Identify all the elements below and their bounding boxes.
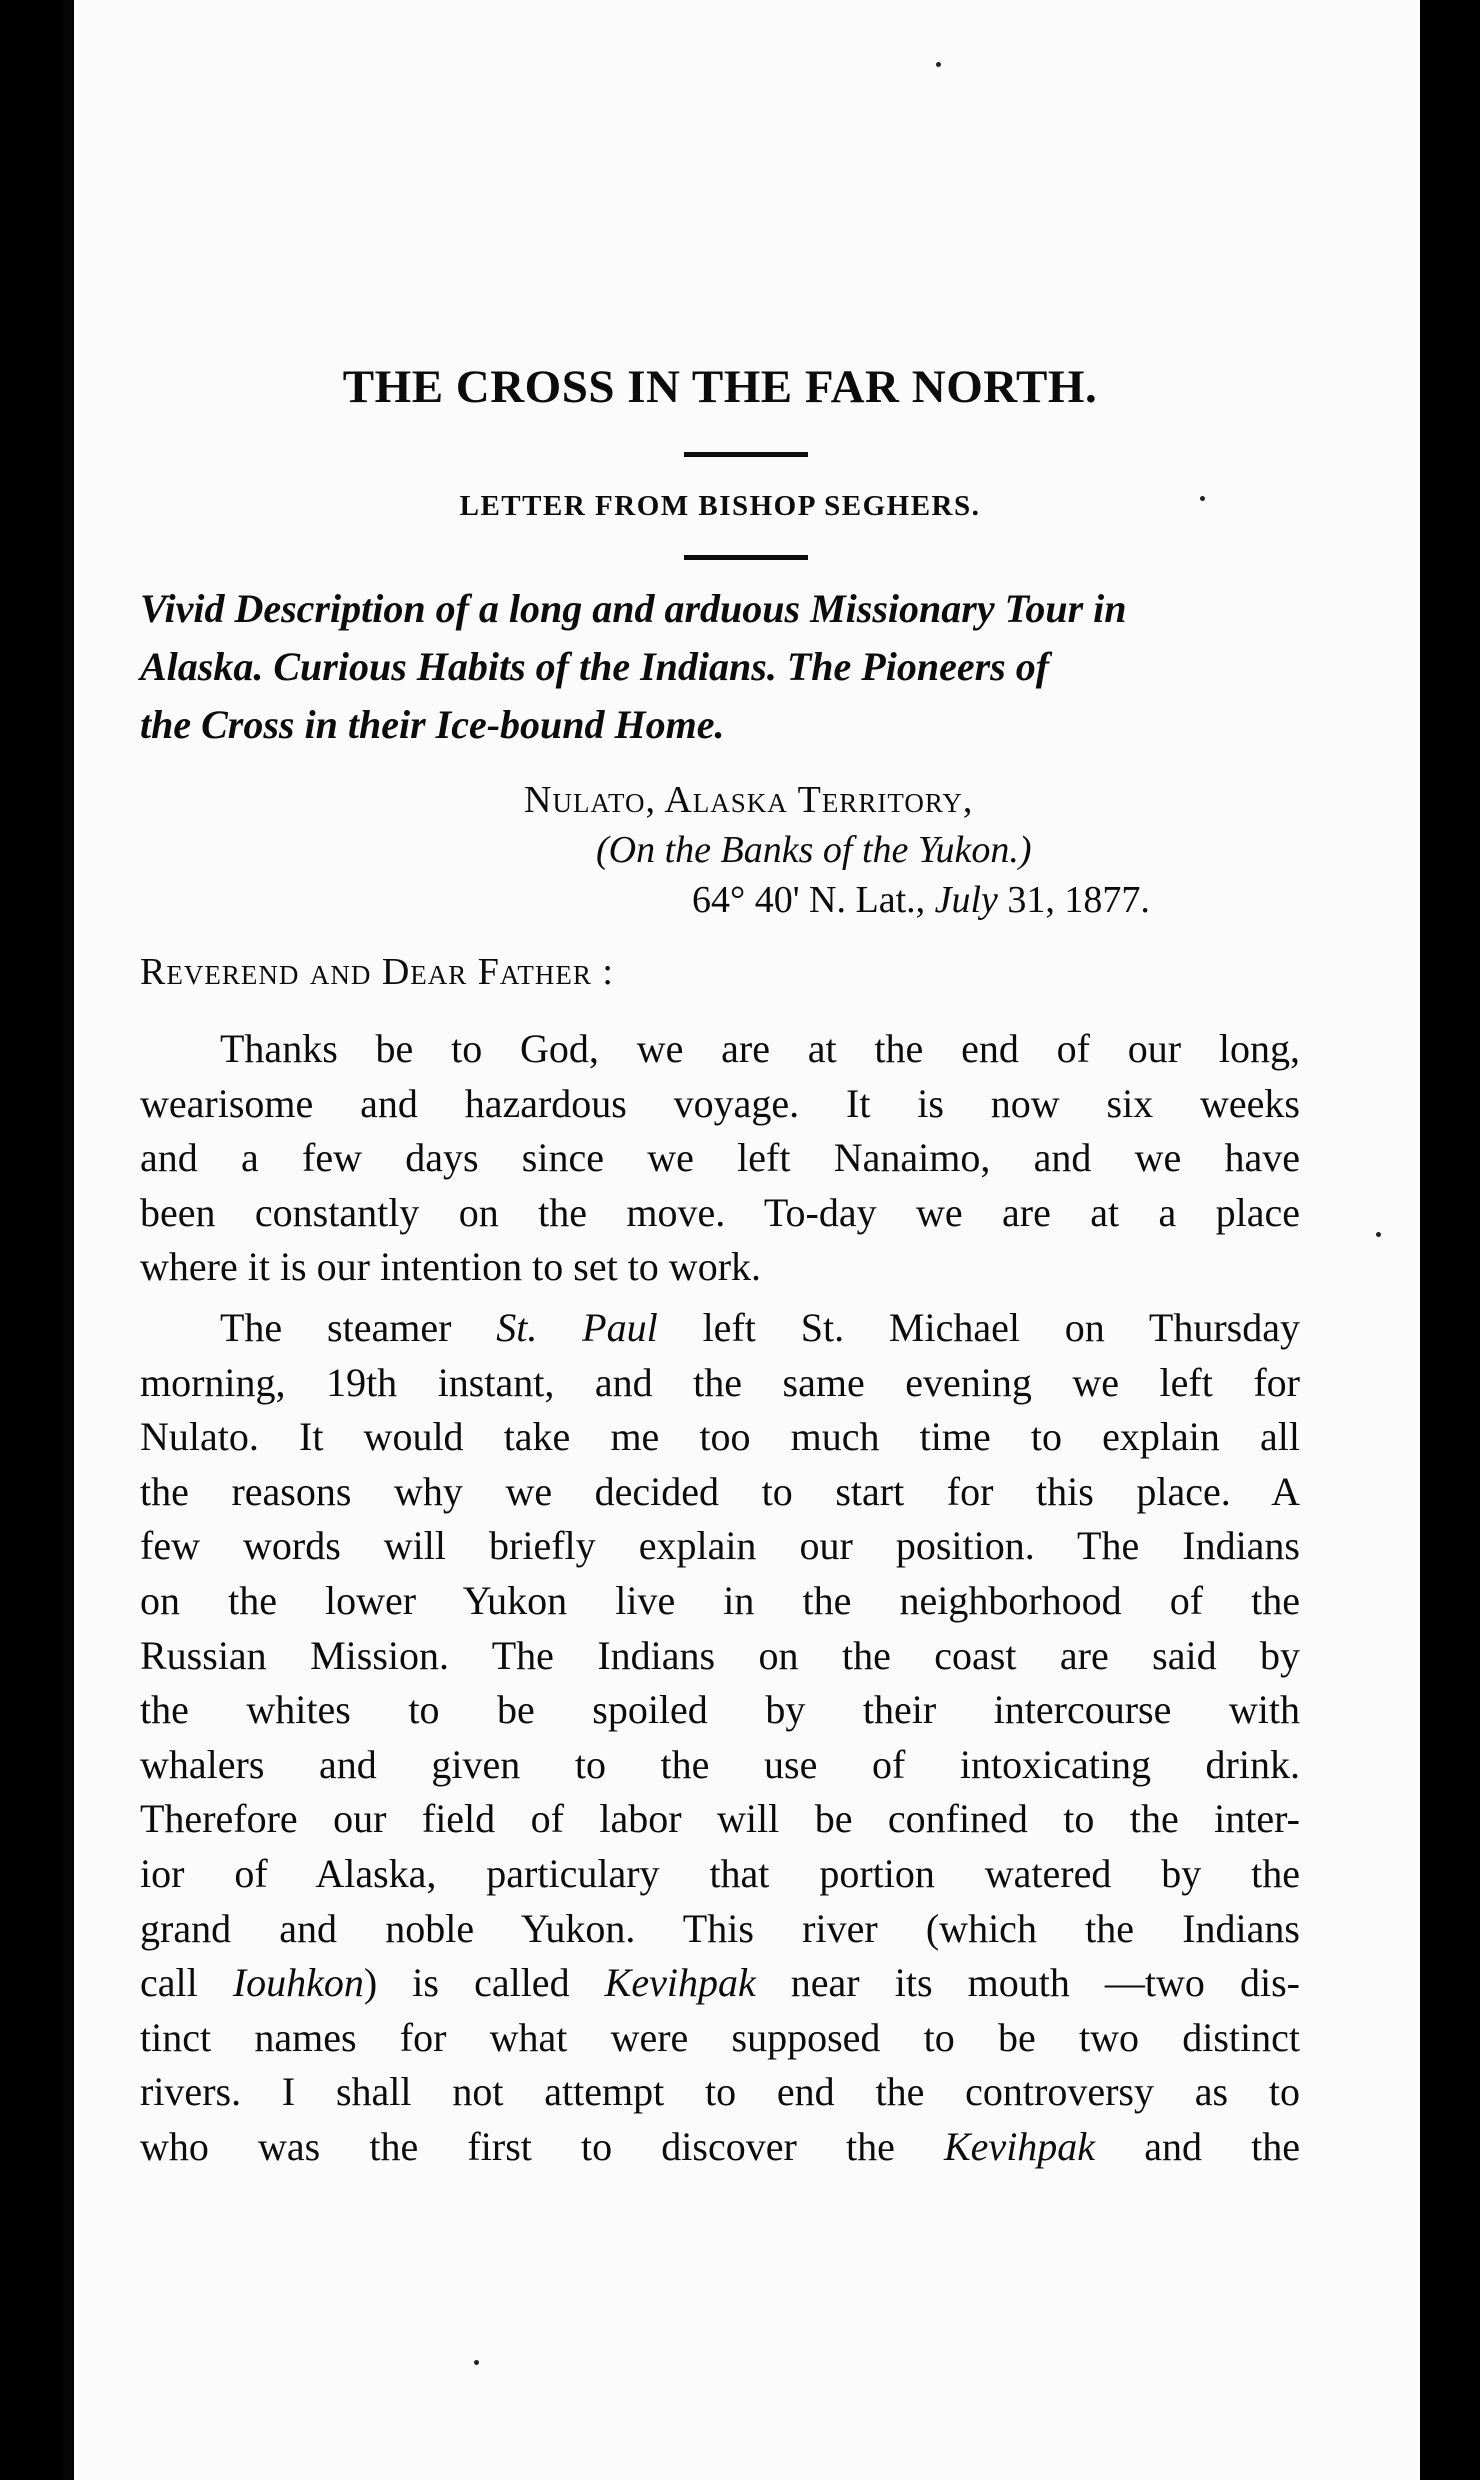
- summary-line: the Cross in their Ice-bound Home.: [140, 702, 725, 747]
- scan-border-right: [1420, 0, 1480, 2480]
- body-line: on the lower Yukon live in the neighborhood of the: [140, 1577, 1300, 1623]
- river-name: Kevihpak: [944, 2123, 1096, 2169]
- body-line: [140, 1301, 1300, 1356]
- body-line: [140, 1956, 1300, 2011]
- body-line: the whites to be spoiled by their intercourse with: [140, 1687, 1300, 1733]
- body-line: tinct names for what were supposed to be two distinct: [140, 2014, 1300, 2060]
- body-text: and the: [1095, 2123, 1300, 2169]
- subtitle-rule: [684, 555, 808, 560]
- scan-speck: [474, 2360, 479, 2365]
- body-line: morning, 19th instant, and the same evening we left for: [140, 1359, 1300, 1405]
- body-line: [140, 2120, 1300, 2175]
- body-text: near its mouth —two dis-: [755, 1960, 1300, 2006]
- article-title: THE CROSS IN THE FAR NORTH.: [342, 361, 1098, 413]
- scan-border-left: [0, 0, 40, 2480]
- body-text: who was the first to discover the: [140, 2123, 944, 2169]
- dateline-place: Nulato, Alaska Territory,: [524, 779, 974, 821]
- body-text: left St. Michael on Thursday: [657, 1304, 1300, 1350]
- body-line: Nulato. It would take me too much time to explain all: [140, 1414, 1300, 1460]
- ship-name: St. Paul: [496, 1304, 658, 1350]
- summary-block: [140, 580, 1300, 754]
- letter-body: [140, 1022, 1300, 2174]
- body-line: and a few days since we left Nanaimo, and we have: [140, 1135, 1300, 1181]
- scan-rule-left: [62, 0, 72, 2480]
- salutation: Reverend and Dear Father :: [140, 951, 614, 993]
- body-line: few words will briefly explain our position. The Indians: [140, 1523, 1300, 1569]
- body-line: ior of Alaska, particulary that portion watered by the: [140, 1850, 1300, 1896]
- body-line: Therefore our field of labor will be confined to the inter-: [140, 1796, 1300, 1842]
- body-line: wearisome and hazardous voyage. It is now six weeks: [140, 1080, 1300, 1126]
- dateline-latitude: 64° 40' N. Lat.,: [692, 879, 926, 921]
- title-rule: [684, 452, 808, 457]
- body-text: call: [140, 1960, 233, 2006]
- scan-speck: [1376, 1232, 1381, 1237]
- dateline-month: July: [934, 879, 998, 921]
- body-line: where it is our intention to set to work.: [140, 1244, 762, 1290]
- body-line: Thanks be to God, we are at the end of our long,: [220, 1026, 1300, 1071]
- body-line: rivers. I shall not attempt to end the controversy as to: [140, 2069, 1300, 2115]
- summary-line: Alaska. Curious Habits of the Indians. The Pioneers of: [140, 644, 1050, 689]
- dateline-date: [692, 878, 1150, 922]
- article-subtitle: LETTER FROM BISHOP SEGHERS.: [459, 490, 981, 522]
- scan-speck: [1200, 496, 1205, 501]
- scan-speck: [936, 62, 941, 67]
- dateline-day-year: 31, 1877.: [1007, 879, 1150, 921]
- body-line: grand and noble Yukon. This river (which the Indians: [140, 1905, 1300, 1951]
- river-name: Kevihpak: [604, 1960, 756, 2006]
- body-text: ) is called: [363, 1960, 605, 2006]
- body-line: whalers and given to the use of intoxicating drink.: [140, 1741, 1300, 1787]
- summary-line: Vivid Description of a long and arduous Missionary Tour in: [140, 586, 1127, 631]
- body-line: the reasons why we decided to start for this place. A: [140, 1468, 1300, 1514]
- dateline-location: (On the Banks of the Yukon.): [596, 829, 1032, 871]
- river-name: Iouhkon: [232, 1960, 364, 2006]
- book-page: [74, 0, 1420, 2480]
- body-line: Russian Mission. The Indians on the coast are said by: [140, 1632, 1300, 1678]
- body-text: The steamer: [220, 1304, 497, 1350]
- body-line: been constantly on the move. To-day we are at a place: [140, 1189, 1300, 1235]
